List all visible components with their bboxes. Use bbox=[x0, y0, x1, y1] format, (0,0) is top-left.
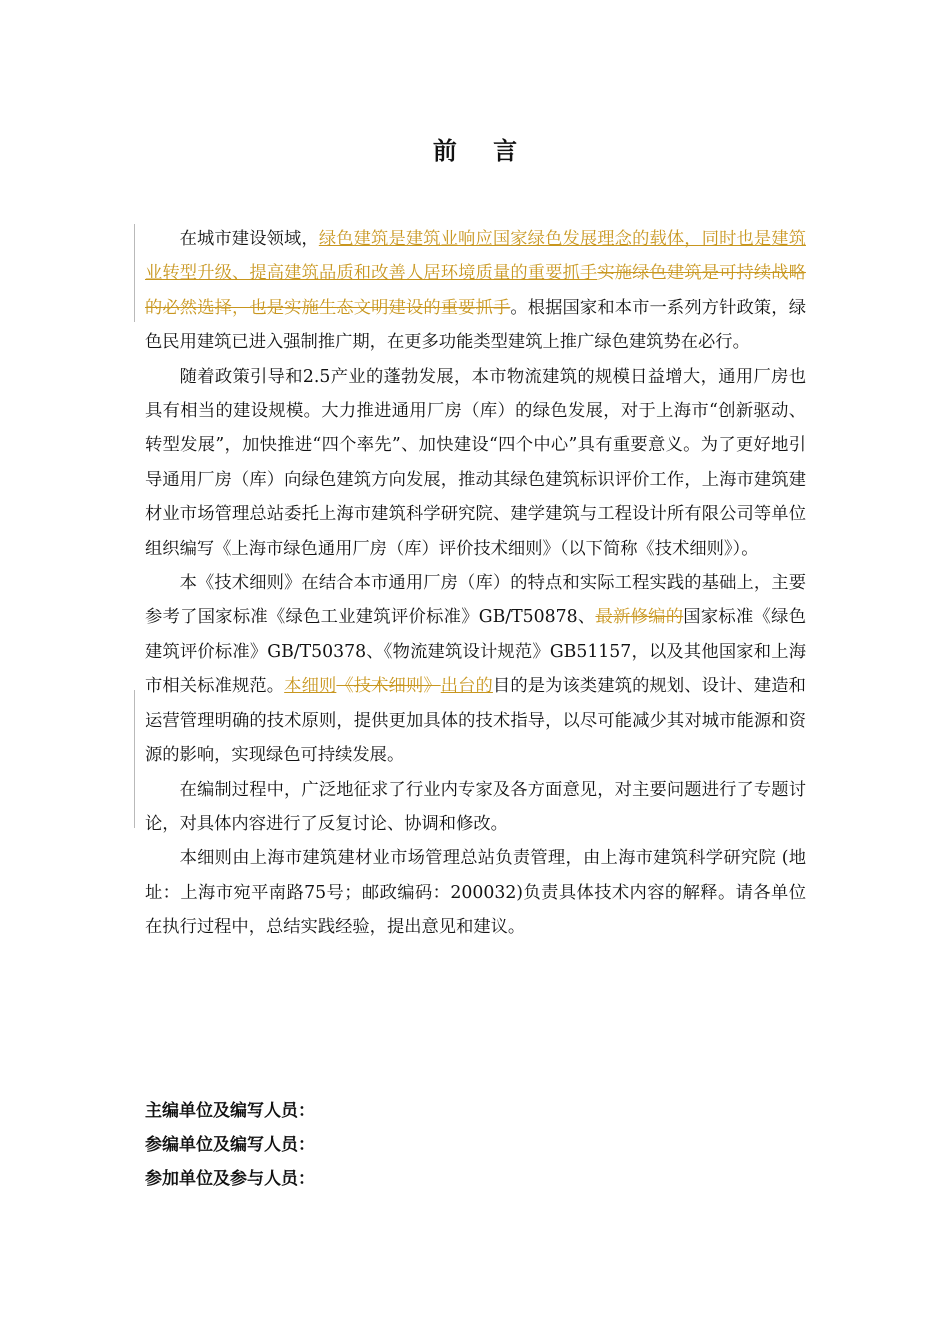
inserted-text: 本细则 bbox=[284, 676, 337, 697]
paragraph-4: 在编制过程中，广泛地征求了行业内专家及各方面意见，对主要问题进行了专题讨论，对具体内容进行了反复讨论、协调和修改。 bbox=[145, 779, 806, 834]
paragraph-2: 随着政策引导和2.5产业的蓬勃发展，本市物流建筑的规模日益增大，通用厂房也具有相当的建设规模。大力推进通用厂房（库）的绿色发展，对于上海市“创新驱动、转型发展”，加快推进“四个率先”、加快建设“四个中心”具有重要意义。为了更好地引导通用厂房（库）向绿色建筑方向发展，推动其绿色建筑标识评价工作，上海市建筑建材业市场管理总站委托上海市建筑科学研究院、建学建筑与工程设计所有限公司等单位组织编写《上海市绿色通用厂房（库）评价技术细则》（以下简称《技术细则》）。 bbox=[145, 366, 806, 559]
inserted-text: 出台的 bbox=[440, 676, 493, 697]
participant-heading: 参加单位及参与人员： bbox=[145, 1169, 315, 1189]
deleted-text: 实施绿色建筑是可持续战略的必然选择，也是实施生态文明建设的重要抓手 bbox=[145, 263, 806, 318]
change-bar bbox=[134, 224, 135, 322]
preface-body bbox=[145, 222, 806, 945]
text-run: 在城市建设领域， bbox=[179, 229, 319, 249]
text-run: 。根据国家和本市一系列方针政策，绿色民用建筑已进入强制推广期，在更多功能类型建筑上推广绿色建筑势在必行。 bbox=[145, 297, 806, 353]
page-title: 前 言 bbox=[432, 136, 532, 165]
inserted-text: 绿色建筑是建筑业响应国家绿色发展理念的载体，同时也是建筑业转型升级、提高建筑品质和改善人居环境质量的重要抓手 bbox=[145, 229, 806, 284]
paragraph-1 bbox=[145, 222, 806, 360]
credits-section bbox=[145, 1094, 315, 1196]
change-bar bbox=[134, 690, 135, 828]
text-run: 国家标准《绿色建筑评价标准》GB/T50378、《物流建筑设计规范》GB51157，以及其他国家和上海市相关标准规范。 bbox=[145, 607, 806, 697]
paragraph-3 bbox=[145, 566, 806, 772]
chief-editor-heading: 主编单位及编写人员： bbox=[145, 1101, 315, 1121]
deleted-text: 《技术细则》 bbox=[336, 676, 441, 697]
text-run: 目的是为该类建筑的规划、设计、建造和运营管理明确的技术原则，提供更加具体的技术指导，以尽可能减少其对城市能源和资源的影响，实现绿色可持续发展。 bbox=[145, 676, 806, 766]
text-run: 本《技术细则》在结合本市通用厂房（库）的特点和实际工程实践的基础上，主要参考了国家标准《绿色工业建筑评价标准》GB/T50878、 bbox=[145, 573, 806, 628]
deleted-text: 最新修编的 bbox=[595, 607, 684, 628]
paragraph-5: 本细则由上海市建筑建材业市场管理总站负责管理，由上海市建筑科学研究院 (地址：上海市宛平南路75号；邮政编码：200032)负责具体技术内容的解释。请各单位在执行过程中，总结实践经验，提出意见和建议。 bbox=[145, 848, 806, 938]
participating-editor-heading: 参编单位及编写人员： bbox=[145, 1135, 315, 1155]
